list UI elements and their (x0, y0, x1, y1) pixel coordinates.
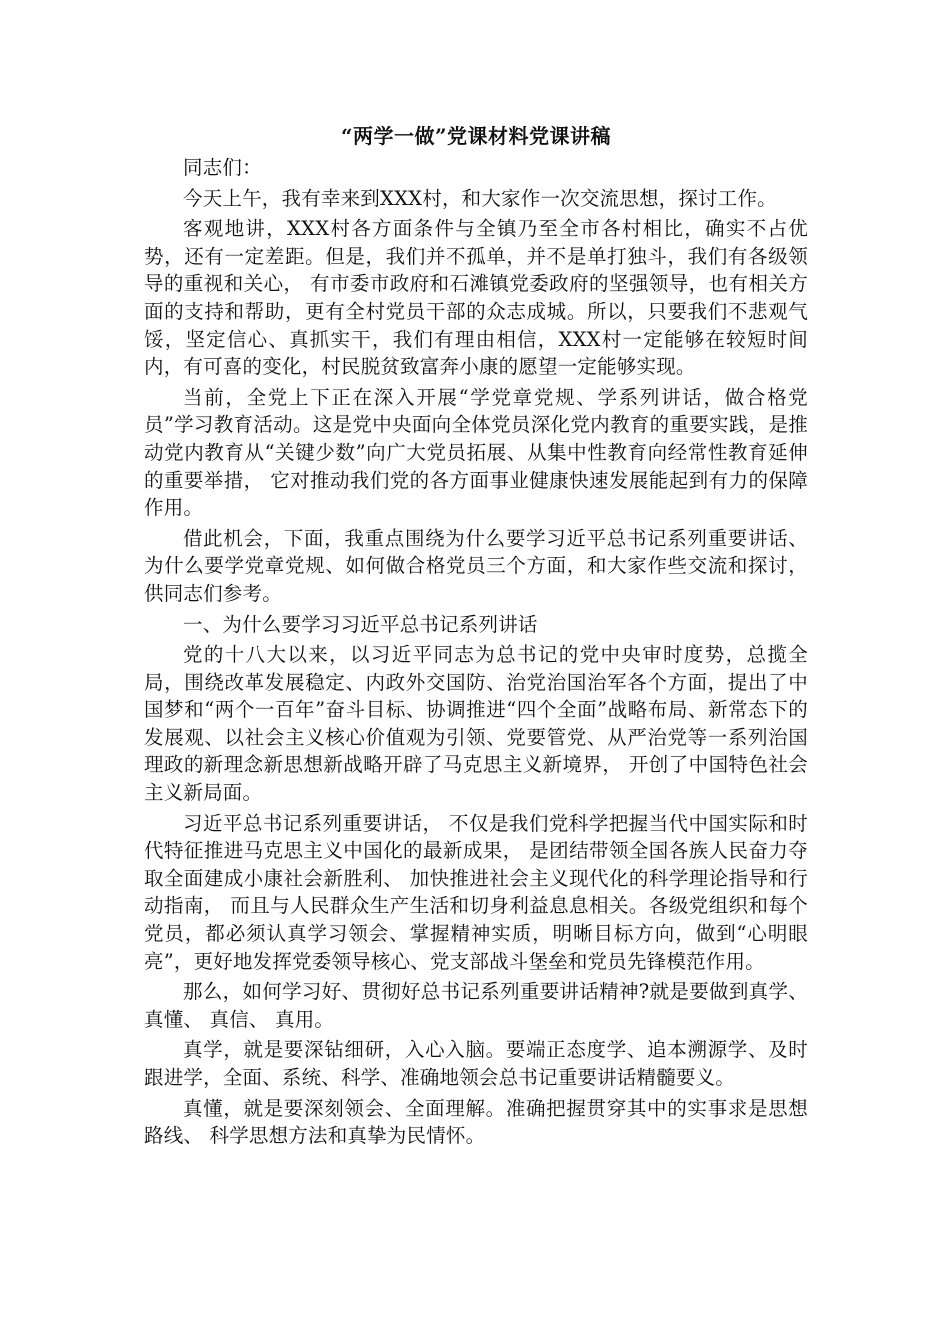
paragraph-village-situation: 客观地讲，XXX村各方面条件与全镇乃至全市各村相比，确实不占优势，还有一定差距。但是，我们并不孤单，并不是单打独斗，我们有各级领导的重视和关心， 有市委市政府和石滩镇党委政府的坚强领导，也有相关方面的支持和帮助，更有全村党员干部的众志成城。所以，只要我们不悲观气馁，坚定信心、真抓实干，我们有理由相信，XXX村一定能够在较短时间内，有可喜的变化，村民脱贫致富奔小康的愿望一定能够实现。 (144, 217, 808, 379)
paragraph-education-campaign: 当前，全党上下正在深入开展“学党章党规、学系列讲话，做合格党员”学习教育活动。这是党中央面向全体党员深化党内教育的重要实践，是推动党内教育从“关键少数”向广大党员拓展、从集中性教育向经常性教育延伸的重要举措， 它对推动我们党的各方面事业健康快速发展能起到有力的保障作用。 (144, 385, 808, 520)
paragraph-how-to-study: 那么，如何学习好、贯彻好总书记系列重要讲话精神?就是要做到真学、 真懂、 真信、 真用。 (144, 980, 808, 1031)
paragraph-eighteenth-congress: 党的十八大以来，以习近平同志为总书记的党中央审时度势，总揽全局，围绕改革发展稳定、内政外交国防、治党治国治军各个方面，提出了中国梦和“两个一百年”奋斗目标、协调推进“四个全面”战略布局、新常态下的发展观、以社会主义核心价值观为引领、党要管党、从严治党等一系列治国理政的新理念新思想新战略开辟了马克思主义新境界， 开创了中国特色社会主义新局面。 (144, 643, 808, 805)
section-heading-one: 一、为什么要学习习近平总书记系列讲话 (183, 612, 538, 636)
paragraph-intro: 今天上午，我有幸来到XXX村，和大家作一次交流思想，探讨工作。 (183, 186, 777, 210)
paragraph-speeches-significance: 习近平总书记系列重要讲话， 不仅是我们党科学把握当代中国实际和时代特征推进马克思主义中国化的最新成果， 是团结带领全国各族人民奋力夺取全面建成小康社会新胜利、 加快推进社会主义现代化的科学理论指导和行动指南， 而且与人民群众生产生活和切身利益息息相关。各级党组织和每个党员，都必须认真学习领会、掌握精神实质，明晰目标方向，做到“心明眼亮”，更好地发挥党委领导核心、党支部战斗堡垒和党员先锋模范作用。 (144, 811, 808, 973)
document-title: “两学一做”党课材料党课讲稿 (340, 124, 611, 148)
paragraph-outline: 借此机会，下面，我重点围绕为什么要学习近平总书记系列重要讲话、为什么要学党章党规、如何做合格党员三个方面，和大家作些交流和探讨，供同志们参考。 (144, 526, 808, 605)
paragraph-true-understanding: 真懂，就是要深刻领会、全面理解。准确把握贯穿其中的实事求是思想路线、 科学思想方法和真挚为民情怀。 (144, 1096, 808, 1148)
document-page (144, 118, 808, 1153)
paragraph-true-study: 真学，就是要深钻细研，入心入脑。要端正态度学、追本溯源学、及时跟进学，全面、系统、科学、准确地领会总书记重要讲话精髓要义。 (144, 1038, 808, 1089)
greeting-paragraph: 同志们： (183, 156, 262, 179)
